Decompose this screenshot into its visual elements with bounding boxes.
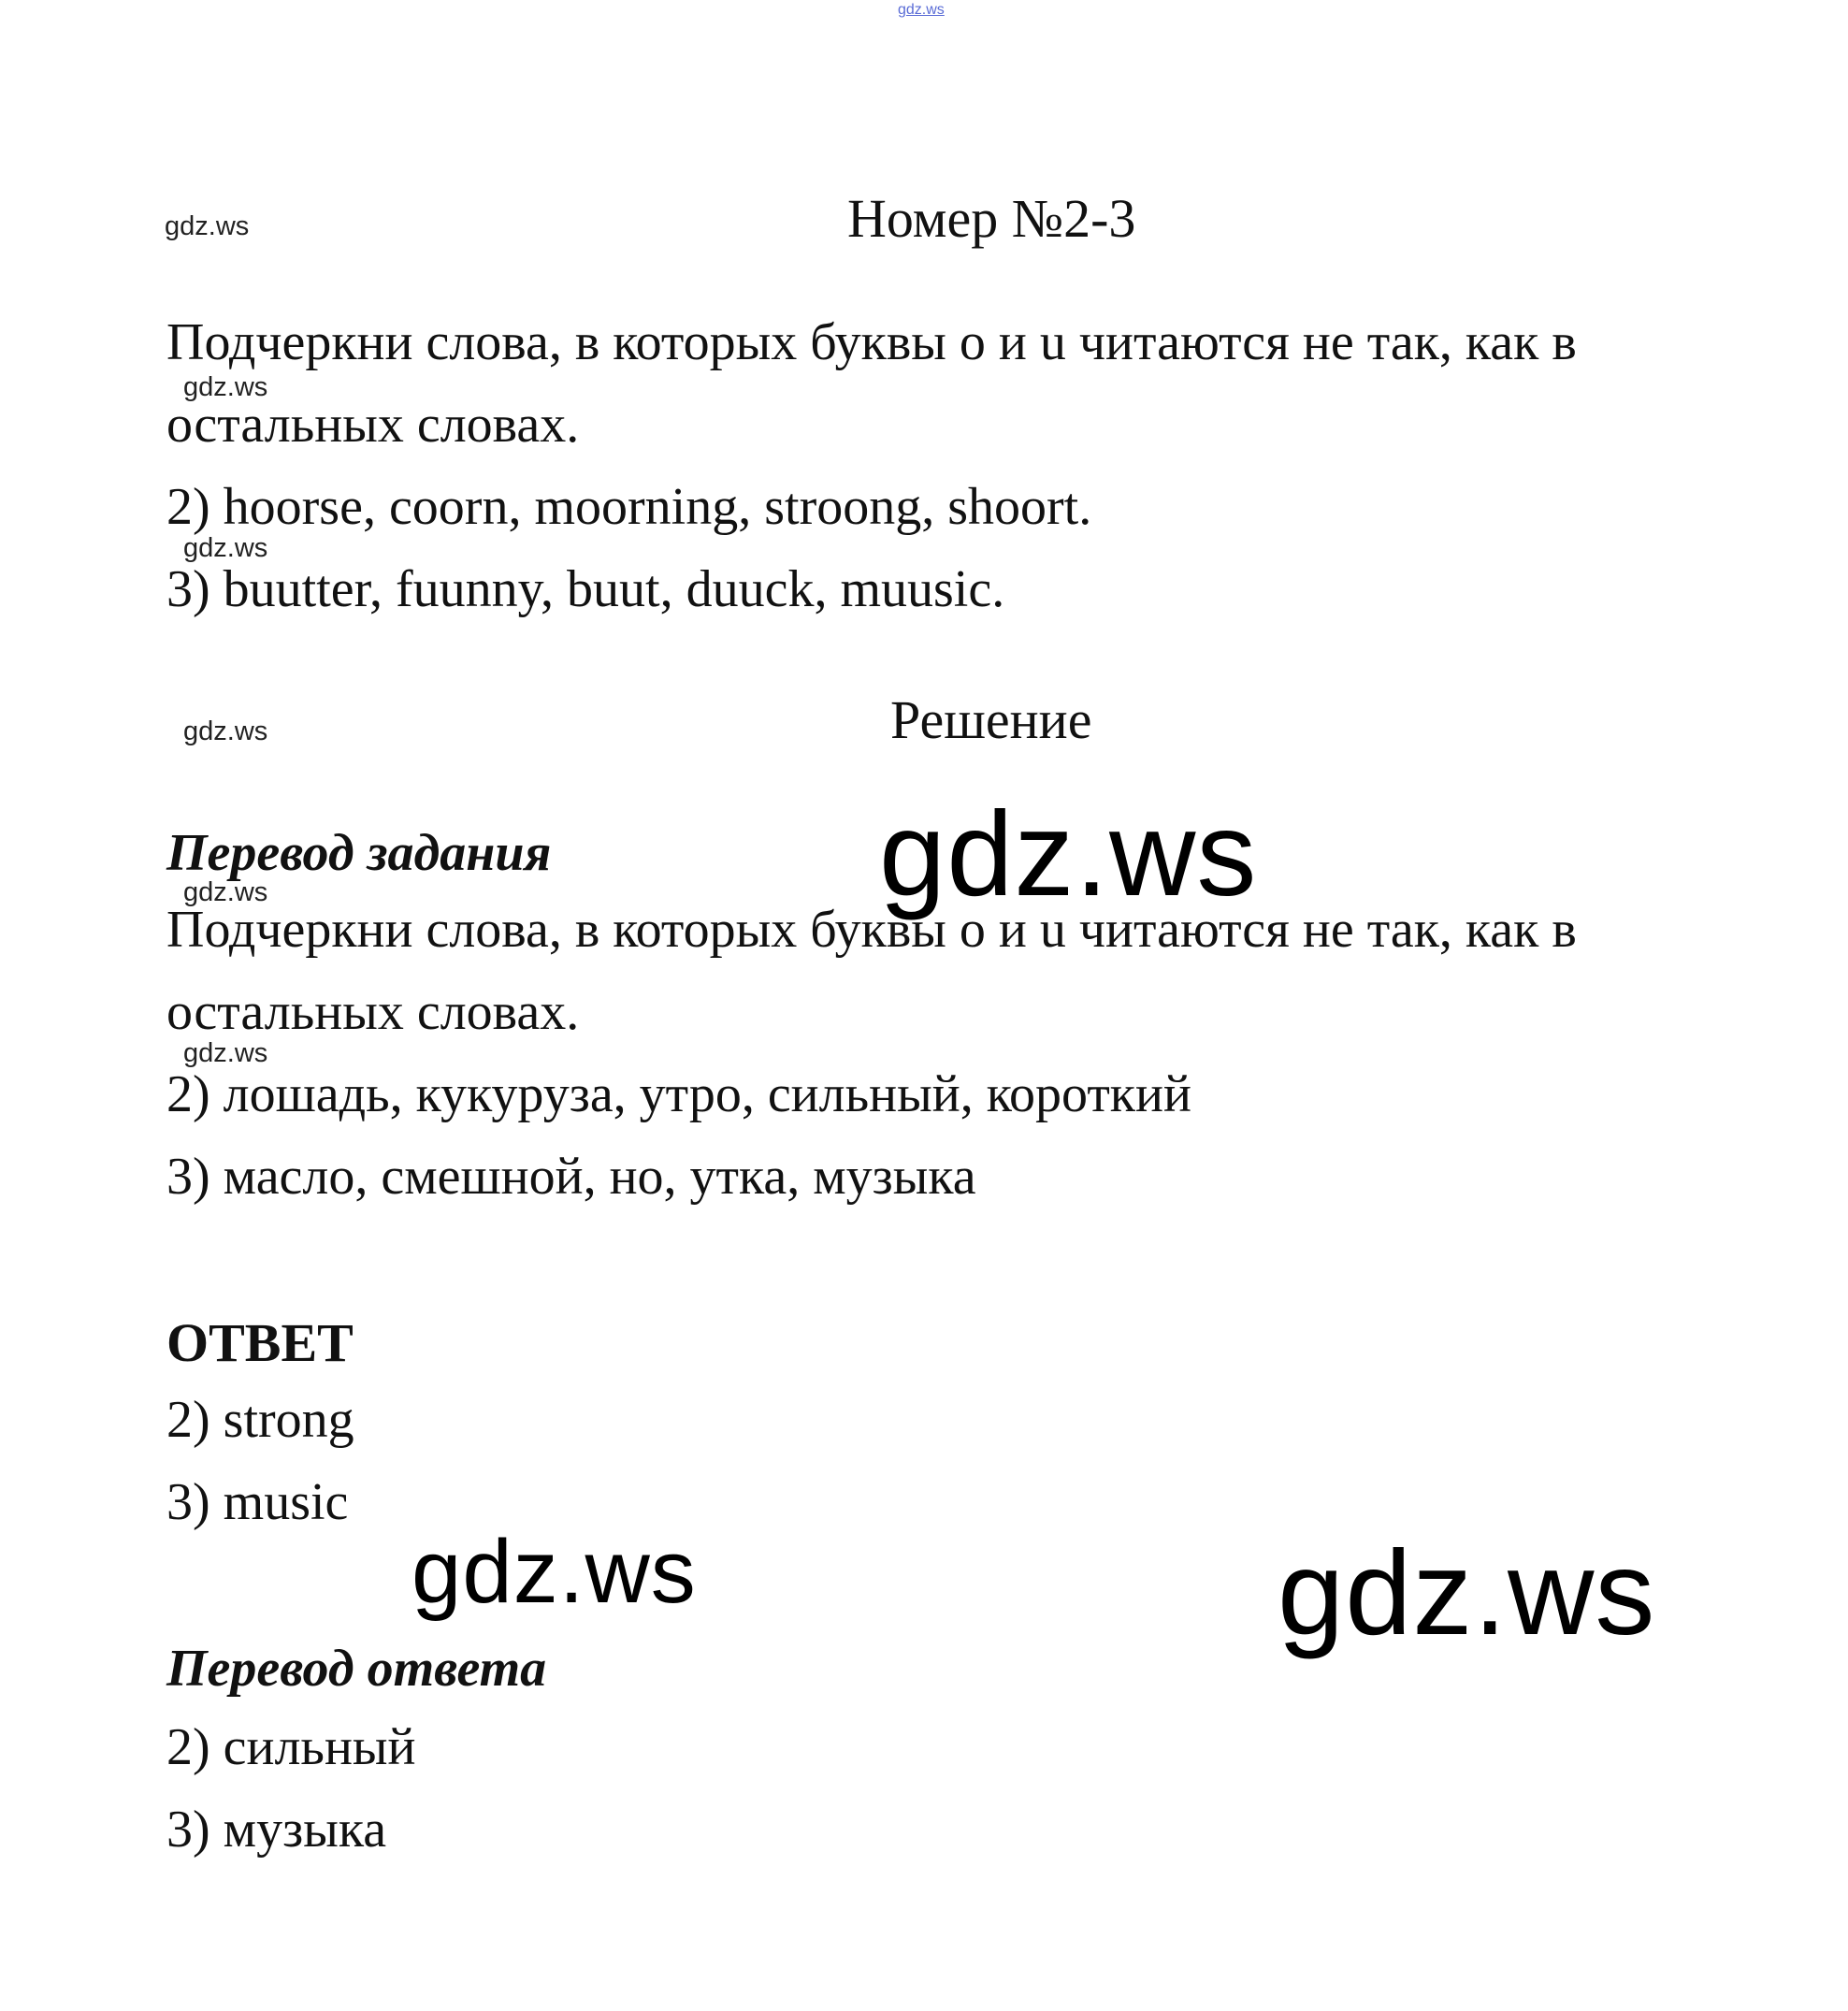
translation-task-line-2: остальных словах. [166,983,580,1041]
task-item-2: 2) hoorse, coorn, moorning, stroong, shoort. [166,478,1092,536]
answer-heading: ОТВЕТ [166,1312,354,1373]
translation-task-item-3: 3) масло, смешной, но, утка, музыка [166,1148,976,1206]
answer-item-2: 2) strong [166,1391,354,1449]
watermark-small: gdz.ws [165,211,250,241]
watermark-small: gdz.ws [183,1038,268,1068]
page-title: Номер №2-3 [847,188,1136,249]
watermark-big-center: gdz.ws [879,788,1258,921]
translation-answer-heading: Перевод ответа [166,1640,547,1698]
task-line-1: Подчеркни слова, в которых буквы o и u читаются не так, как в [166,313,1577,371]
translation-answer-item-3: 3) музыка [166,1801,387,1859]
translation-answer-item-2: 2) сильный [166,1718,416,1776]
task-line-2: остальных словах. [166,396,580,454]
answer-item-3: 3) music [166,1473,349,1531]
watermark-small: gdz.ws [183,877,268,907]
translation-task-line-1: Подчеркни слова, в которых буквы o и u читаются не так, как в [166,901,1577,959]
watermark-small: gdz.ws [183,533,268,563]
solution-heading: Решение [890,689,1092,750]
top-watermark[interactable]: gdz.ws [898,2,945,18]
translation-task-heading: Перевод задания [166,824,552,882]
watermark-small: gdz.ws [183,372,268,402]
translation-task-item-2: 2) лошадь, кукуруза, утро, сильный, короткий [166,1065,1191,1123]
watermark-small: gdz.ws [183,716,268,746]
task-item-3: 3) buutter, fuunny, buut, duuck, muusic. [166,560,1005,618]
watermark-mid-left: gdz.ws [411,1522,697,1622]
watermark-big-right: gdz.ws [1278,1526,1656,1660]
